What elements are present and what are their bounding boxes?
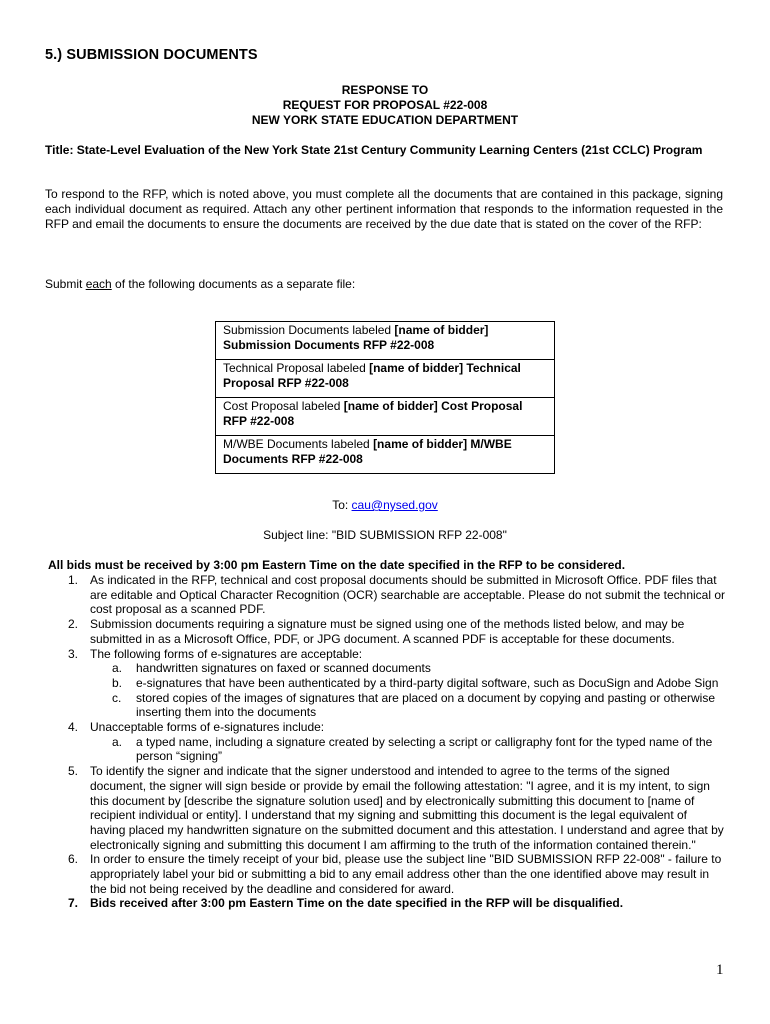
sub-item-text: e-signatures that have been authenticated by a third-party digital software, such as DocuSign and Adobe Sign <box>136 675 719 690</box>
document-title: Title: State-Level Evaluation of the New York State 21st Century Community Learning Centers (21st CCLC) Program <box>45 143 703 157</box>
submit-after: of the following documents as a separate file: <box>111 277 356 291</box>
sub-item-text: stored copies of the images of signatures that are placed on a document by copying and pasting or otherwise inserting them into the documents <box>136 690 716 720</box>
item-text: To identify the signer and indicate that the signer understood and intended to agree to the terms of the signed document, the signer will sign beside or provide by email the following attestation: "I agree, and it is my intent, to sign this document by [describe the signature solution used] and by electronically submitting this document to [name of recipient individual or entity]. I understand that my signing and submitting this document is the legal equivalent of having placed my handwritten signature on the submitted document and this attestation. I understand and agree that by electronically signing and submitting this document I am affirming to the truth of the information contained therein." <box>90 764 724 852</box>
rules-list <box>45 573 725 911</box>
item-number: 7. <box>68 896 79 911</box>
to-line <box>0 498 770 512</box>
doc-plain: Cost Proposal labeled <box>223 399 344 413</box>
list-item <box>45 764 725 852</box>
doc-plain: Submission Documents labeled <box>223 323 395 337</box>
deadline-note: All bids must be received by 3:00 pm Eastern Time on the date specified in the RFP to be considered. <box>48 558 626 572</box>
sub-list-item <box>90 735 725 764</box>
email-link[interactable]: cau@nysed.gov <box>351 498 438 512</box>
doc-bold: [name of bidder] Cost Proposal RFP #22-008 <box>223 399 523 428</box>
table-row <box>216 398 555 436</box>
sub-item-letter: a. <box>112 661 123 676</box>
submit-before: Submit <box>45 277 86 291</box>
sub-list-item <box>90 661 725 676</box>
page-number: 1 <box>716 962 724 978</box>
item-number: 1. <box>68 573 79 587</box>
to-label: To: <box>332 498 352 512</box>
doc-bold: [name of bidder] Technical Proposal RFP #22-008 <box>223 361 521 390</box>
response-line-1: RESPONSE TO <box>341 83 429 97</box>
item-text: Submission documents requiring a signature must be signed using one of the methods listed below, and may be submitted in as a Microsoft Office, PDF, or JPG document. A scanned PDF is acceptable for these documents. <box>90 617 685 646</box>
doc-bold: [name of bidder] Submission Documents RFP #22-008 <box>223 323 489 352</box>
submit-underlined: each <box>85 277 112 291</box>
item-text: The following forms of e-signatures are acceptable: <box>90 646 363 661</box>
sub-item-letter: c. <box>112 690 122 705</box>
item-number: 2. <box>68 617 79 632</box>
sub-item-text: a typed name, including a signature created by selecting a script or calligraphy font for the typed name of the person “signing” <box>136 734 713 764</box>
sub-item-letter: a. <box>112 734 123 749</box>
submit-instruction <box>45 277 355 291</box>
doc-plain: Technical Proposal labeled <box>223 361 370 375</box>
list-item <box>45 573 725 617</box>
doc-bold: [name of bidder] M/WBE Documents RFP #22-008 <box>223 437 512 466</box>
table-row <box>216 360 555 398</box>
list-item <box>45 617 725 646</box>
documents-table <box>215 321 555 474</box>
intro-paragraph: To respond to the RFP, which is noted above, you must complete all the documents that are contained in this package, signing each individual document as required. Attach any other pertinent information that responds to the information requested in the RFP and email the documents to ensure the documents are received by the due date that is stated on the cover of the RFP: <box>45 187 723 231</box>
list-item <box>45 896 725 911</box>
table-cell <box>216 322 555 360</box>
list-item <box>45 852 725 896</box>
doc-plain: M/WBE Documents labeled <box>223 437 374 451</box>
item-number: 5. <box>68 764 79 779</box>
item-text: In order to ensure the timely receipt of your bid, please use the subject line "BID SUBMISSION RFP 22-008" - failure to appropriately label your bid or submitting a bid to any email address other than the one identified above may result in the bid not being received by the deadline and considered for award. <box>90 852 722 896</box>
response-line-2: REQUEST FOR PROPOSAL #22-008 <box>282 98 488 112</box>
sublist <box>90 661 725 720</box>
table-cell <box>216 436 555 474</box>
sub-list-item <box>90 691 725 720</box>
item-number: 6. <box>68 852 79 867</box>
sublist <box>90 735 725 764</box>
list-item <box>45 720 725 764</box>
subject-line: Subject line: "BID SUBMISSION RFP 22-008" <box>263 528 507 542</box>
response-line-3: NEW YORK STATE EDUCATION DEPARTMENT <box>251 113 519 127</box>
item-text: Unacceptable forms of e-signatures include: <box>90 720 325 735</box>
table-cell <box>216 398 555 436</box>
section-heading: 5.) SUBMISSION DOCUMENTS <box>45 47 258 63</box>
item-text: As indicated in the RFP, technical and cost proposal documents should be submitted in Microsoft Office. PDF files that are editable and Optical Character Recognition (OCR) searchable are acceptable. Please do not submit the technical or cost proposal as a scanned PDF. <box>90 573 726 617</box>
item-number: 3. <box>68 646 79 661</box>
item-number: 4. <box>68 720 79 735</box>
table-cell <box>216 360 555 398</box>
table-row <box>216 436 555 474</box>
sub-item-letter: b. <box>112 675 123 690</box>
list-item <box>45 647 725 721</box>
sub-item-text: handwritten signatures on faxed or scanned documents <box>136 661 431 676</box>
table-row <box>216 322 555 360</box>
item-text: Bids received after 3:00 pm Eastern Time on the date specified in the RFP will be disqualified. <box>90 896 624 911</box>
sub-list-item <box>90 676 725 691</box>
